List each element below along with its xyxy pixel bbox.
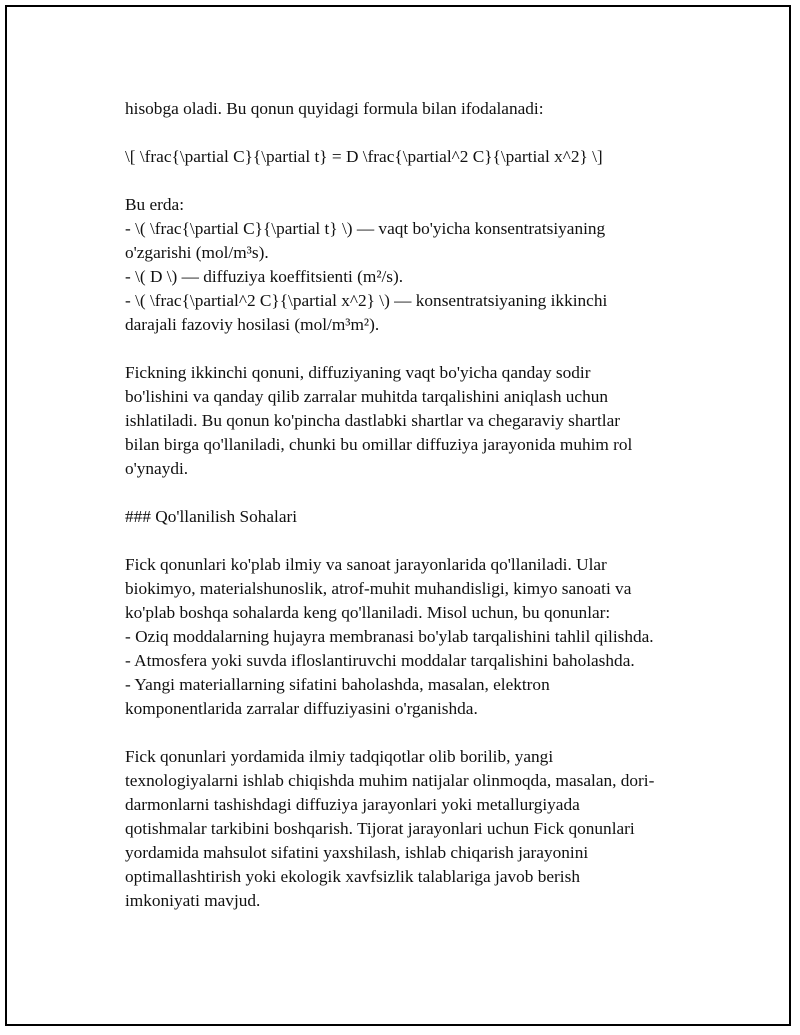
list-item-line: - \( \frac{\partial^2 C}{\partial x^2} \) — konsentratsiyaning ikkinchi: [125, 291, 608, 310]
text-line: bilan birga qo'llaniladi, chunki bu omillar diffuziya jarayonida muhim rol: [125, 435, 633, 454]
list-item-line: - \( D \) — diffuziya koeffitsienti (m²/s).: [125, 267, 404, 286]
text-line: texnologiyalarni ishlab chiqishda muhim natijalar olinmoqda, masalan, dori-: [125, 771, 655, 790]
heading-line: ### Qo'llanilish Sohalari: [125, 507, 298, 526]
paragraph-definitions: [125, 193, 700, 337]
text-line: komponentlarida zarralar diffuziyasini o'rganishda.: [125, 699, 478, 718]
text-line: ko'plab boshqa sohalarda keng qo'llaniladi. Misol uchun, bu qonunlar:: [125, 603, 611, 622]
text-line: Fick qonunlari yordamida ilmiy tadqiqotlar olib borilib, yangi: [125, 747, 554, 766]
paragraph-intro-tail: [125, 97, 700, 121]
text-line: ishlatiladi. Bu qonun ko'pincha dastlabki shartlar va chegaraviy shartlar: [125, 411, 621, 430]
text-line: optimallashtirish yoki ekologik xavfsizlik talablariga javob berish: [125, 867, 580, 886]
paragraph-applications: [125, 553, 700, 721]
paragraph-formula: [125, 145, 700, 169]
text-line: bo'lishini va qanday qilib zarralar muhitda tarqalishini aniqlash uchun: [125, 387, 609, 406]
text-line: darajali fazoviy hosilasi (mol/m³m²).: [125, 315, 380, 334]
text-line: darmonlarni tashishdagi diffuziya jarayonlari yoki metallurgiyada: [125, 795, 580, 814]
text-line: yordamida mahsulot sifatini yaxshilash, ishlab chiqarish jarayonini: [125, 843, 589, 862]
page-frame: [5, 5, 791, 1026]
list-item-line: - Oziq moddalarning hujayra membranasi bo'ylab tarqalishini tahlil qilishda.: [125, 627, 654, 646]
text-line: hisobga oladi. Bu qonun quyidagi formula bilan ifodalanadi:: [125, 99, 544, 118]
paragraph-research: [125, 745, 700, 913]
paragraph-second-law: [125, 361, 700, 481]
text-line: qotishmalar tarkibini boshqarish. Tijorat jarayonlari uchun Fick qonunlari: [125, 819, 635, 838]
text-line: imkoniyati mavjud.: [125, 891, 261, 910]
text-line: o'zgarishi (mol/m³s).: [125, 243, 269, 262]
list-item-line: - Yangi materiallarning sifatini baholashda, masalan, elektron: [125, 675, 550, 694]
section-heading: [125, 505, 700, 529]
text-line: Fickning ikkinchi qonuni, diffuziyaning vaqt bo'yicha qanday sodir: [125, 363, 591, 382]
text-line: Fick qonunlari ko'plab ilmiy va sanoat jarayonlarida qo'llaniladi. Ular: [125, 555, 607, 574]
text-line: Bu erda:: [125, 195, 185, 214]
text-line: o'ynaydi.: [125, 459, 189, 478]
text-line: biokimyo, materialshunoslik, atrof-muhit muhandisligi, kimyo sanoati va: [125, 579, 632, 598]
list-item-line: - \( \frac{\partial C}{\partial t} \) — vaqt bo'yicha konsentratsiyaning: [125, 219, 606, 238]
formula-line: \[ \frac{\partial C}{\partial t} = D \frac{\partial^2 C}{\partial x^2} \]: [125, 147, 603, 166]
list-item-line: - Atmosfera yoki suvda ifloslantiruvchi moddalar tarqalishini baholashda.: [125, 651, 635, 670]
document-body: [125, 97, 700, 937]
